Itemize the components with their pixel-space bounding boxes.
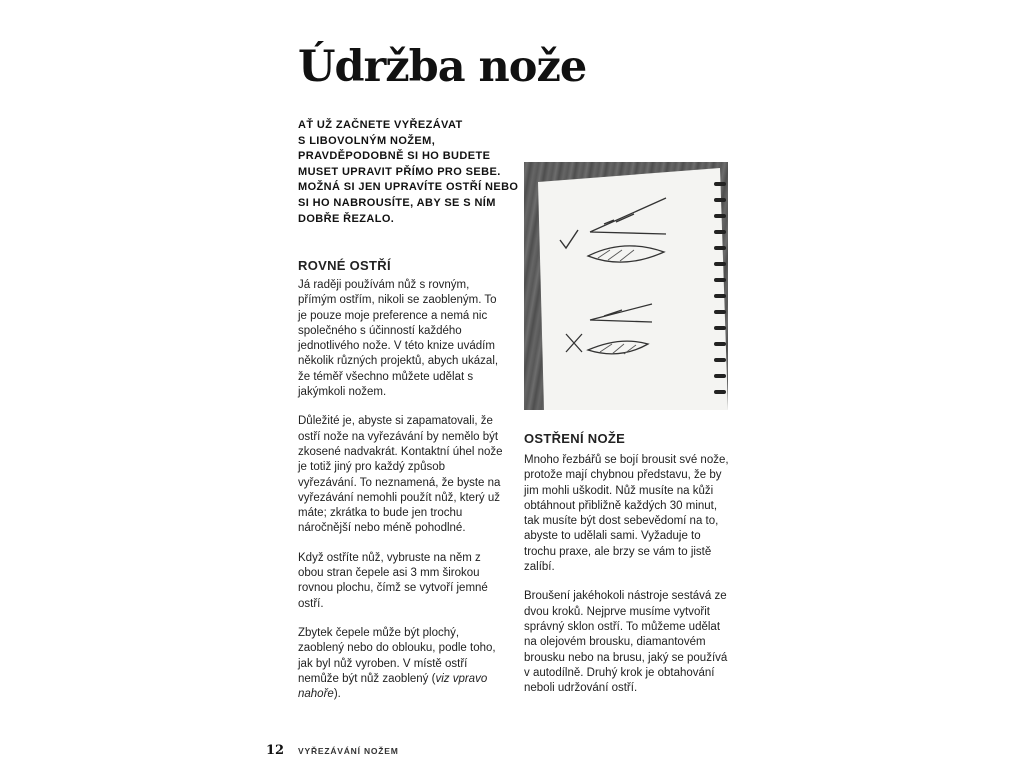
page-number: 12 <box>266 743 285 758</box>
notebook-sketch-photo <box>524 162 728 410</box>
running-footer-title: VYŘEZÁVÁNÍ NOŽEM <box>298 746 399 756</box>
intro-line: MOŽNÁ SI JEN UPRAVÍTE OSTŘÍ NEBO <box>298 181 519 194</box>
intro-text <box>298 118 520 227</box>
paragraph: Já raději používám nůž s rovným, přímým ostřím, nikoli se zaobleným. To je pouze moje preference a nemá nic společného s účinností každého jednotlivého nože. V této knize uvádím několik různých projektů, abych ukázal, že téměř všechno můžete udělat s jakýmkoli nožem. <box>298 279 499 399</box>
notebook-page <box>538 168 728 410</box>
paragraph: Důležité je, abyste si zapamatovali, že ostří nože na vyřezávání by nemělo být zkosené nadvakrát. Kontaktní úhel nože je totiž jiný pro každý způsob vyřezávání. To neznamená, že byste na vyřezávání nemohli použít nůž, který už máte; zkrátka to bude jen trochu náročnější nebo méně pohodlné. <box>298 415 503 535</box>
intro-line: S LIBOVOLNÝM NOŽEM, <box>298 134 436 147</box>
page-title: Údržba nože <box>298 42 587 92</box>
column-right <box>524 453 734 710</box>
intro-line: MUSET UPRAVIT PŘÍMO PRO SEBE. <box>298 165 501 178</box>
intro-line: SI HO NABROUSÍTE, ABY SE S NÍM <box>298 196 496 209</box>
intro-line: PRAVDĚPODOBNĚ SI HO BUDETE <box>298 150 491 163</box>
paragraph: Broušení jakéhokoli nástroje sestává ze dvou kroků. Nejprve musíme vytvořit správný sklon ostří. To můžeme udělat na olejovém brousku, diamantovém brousku nebo na brusu, jaký se používá v autodílně. Druhý krok je obtahování neboli udržování ostří. <box>524 590 728 695</box>
paragraph-text: Zbytek čepele může být plochý, zaoblený nebo do oblouku, podle toho, jak byl nůž vyroben. V místě ostří nemůže být nůž zaoblený ( <box>298 626 496 685</box>
intro-line: AŤ UŽ ZAČNETE VYŘEZÁVAT <box>298 119 463 131</box>
paragraph <box>298 626 503 702</box>
paragraph-text: ). <box>333 688 341 701</box>
section-heading-ostreni-noze: OSTŘENÍ NOŽE <box>524 431 626 446</box>
cross-reference: viz vpravo nahoře <box>298 672 488 701</box>
intro-line: DOBŘE ŘEZALO. <box>298 212 395 225</box>
paragraph: Když ostříte nůž, vybruste na něm z obou stran čepele asi 3 mm širokou rovnou plochu, čímž se vytvoří jemné ostří. <box>298 551 488 610</box>
column-left <box>298 278 503 716</box>
section-heading-rovne-ostri: ROVNÉ OSTŘÍ <box>298 258 391 273</box>
paragraph: Mnoho řezbářů se bojí brousit své nože, protože mají chybnou představu, že by jim mohli uškodit. Nůž musíte na kůži obtáhnout přibližně každých 30 minut, tak musíte být dost sebevědomí na to, abyste to udělali sami. Vyžaduje to trochu praxe, ale brzy se vám to jistě zalíbí. <box>524 454 729 574</box>
